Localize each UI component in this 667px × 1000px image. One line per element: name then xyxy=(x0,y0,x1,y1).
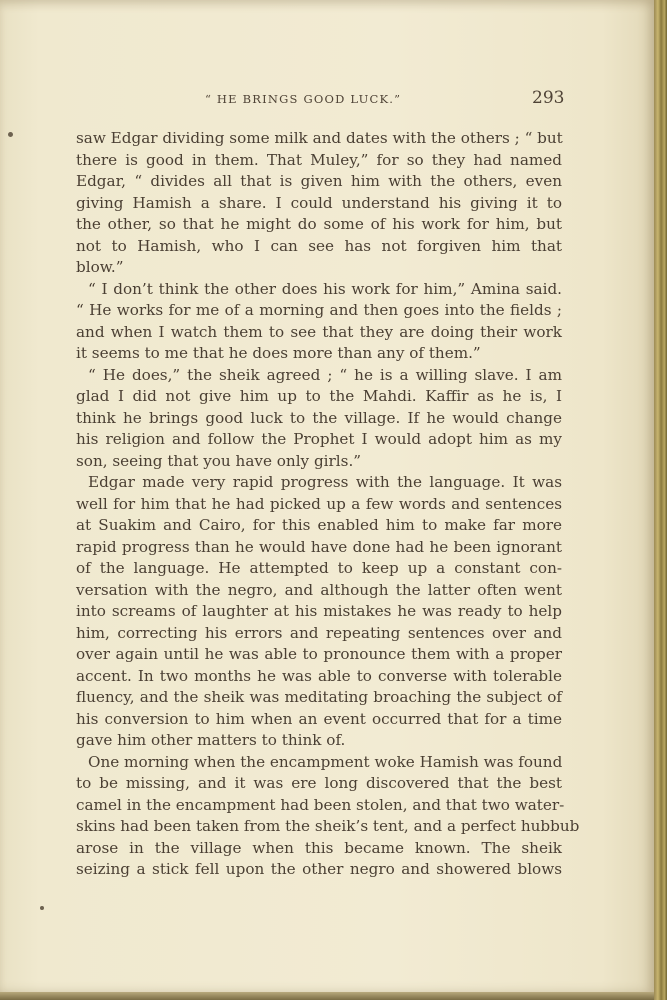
text-line: Edgar made very rapid progress with the language. It was xyxy=(88,473,562,491)
text-line: saw Edgar dividing some milk and dates with the others ; “ but xyxy=(76,129,563,147)
text-line: into screams of laughter at his mistakes he was ready to help xyxy=(76,602,562,620)
text-line: skins had been taken from the sheik’s tent, and a perfect hubbub xyxy=(76,817,580,835)
text-line: over again until he was able to pronounce them with a proper xyxy=(76,645,562,663)
text-line: “ He does,” the sheik agreed ; “ he is a willing slave. I am xyxy=(88,365,562,384)
text-line: rapid progress than he would have done had he been ignorant xyxy=(76,537,562,556)
text-line: him, correcting his errors and repeating sentences over and xyxy=(76,623,562,642)
margin-mark xyxy=(8,132,13,137)
text-line: not to Hamish, who I can see has not forgiven him that xyxy=(76,236,562,255)
running-title: “ HE BRINGS GOOD LUCK.” xyxy=(205,92,402,106)
text-line: son, seeing that you have only girls.” xyxy=(76,451,362,470)
margin-mark xyxy=(40,906,44,910)
text-line: Edgar, “ divides all that is given him with the others, even xyxy=(76,172,562,190)
text-line: the other, so that he might do some of his work for him, but xyxy=(76,215,562,233)
text-line: glad I did not give him up to the Mahdi. Kaffir as he is, I xyxy=(76,387,562,405)
text-line: “ I don’t think the other does his work for him,” Amina said. xyxy=(88,279,562,298)
text-line: gave him other matters to think of. xyxy=(76,731,346,749)
text-line: accent. In two months he was able to converse with tolerable xyxy=(76,666,562,685)
text-line: think he brings good luck to the village. If he would change xyxy=(76,408,562,427)
text-line: camel in the encampment had been stolen, and that two water- xyxy=(76,795,565,814)
text-line: to be missing, and it was ere long discovered that the best xyxy=(76,774,562,792)
text-line: fluency, and the sheik was meditating broaching the subject of xyxy=(76,688,562,706)
text-line: at Suakim and Cairo, for this enabled him to make far more xyxy=(76,516,562,534)
text-line: “ He works for me of a morning and then goes into the fields ; xyxy=(76,301,562,319)
text-line: arose in the village when this became known. The sheik xyxy=(76,838,562,857)
page-number: 293 xyxy=(532,88,565,108)
text-line: giving Hamish a share. I could understand his giving it to xyxy=(76,193,562,212)
text-line: of the language. He attempted to keep up a constant con- xyxy=(76,559,562,577)
page-edge xyxy=(654,0,667,1000)
page-bottom-edge xyxy=(0,992,654,1000)
running-head xyxy=(0,88,654,112)
text-line: One morning when the encampment woke Hamish was found xyxy=(88,752,563,771)
text-line: seizing a stick fell upon the other negro and showered blows xyxy=(76,860,562,878)
text-line: blow.” xyxy=(76,258,124,276)
text-line: well for him that he had picked up a few words and sentences xyxy=(76,494,562,513)
body-text xyxy=(76,128,580,881)
text-line: it seems to me that he does more than any of them.” xyxy=(76,344,481,362)
text-line: and when I watch them to see that they are doing their work xyxy=(76,322,562,341)
text-line: there is good in them. That Muley,” for so they had named xyxy=(76,150,562,169)
text-line: versation with the negro, and although the latter often went xyxy=(76,580,562,599)
text-line: his conversion to him when an event occurred that for a time xyxy=(76,709,562,728)
text-line: his religion and follow the Prophet I would adopt him as my xyxy=(76,430,562,448)
